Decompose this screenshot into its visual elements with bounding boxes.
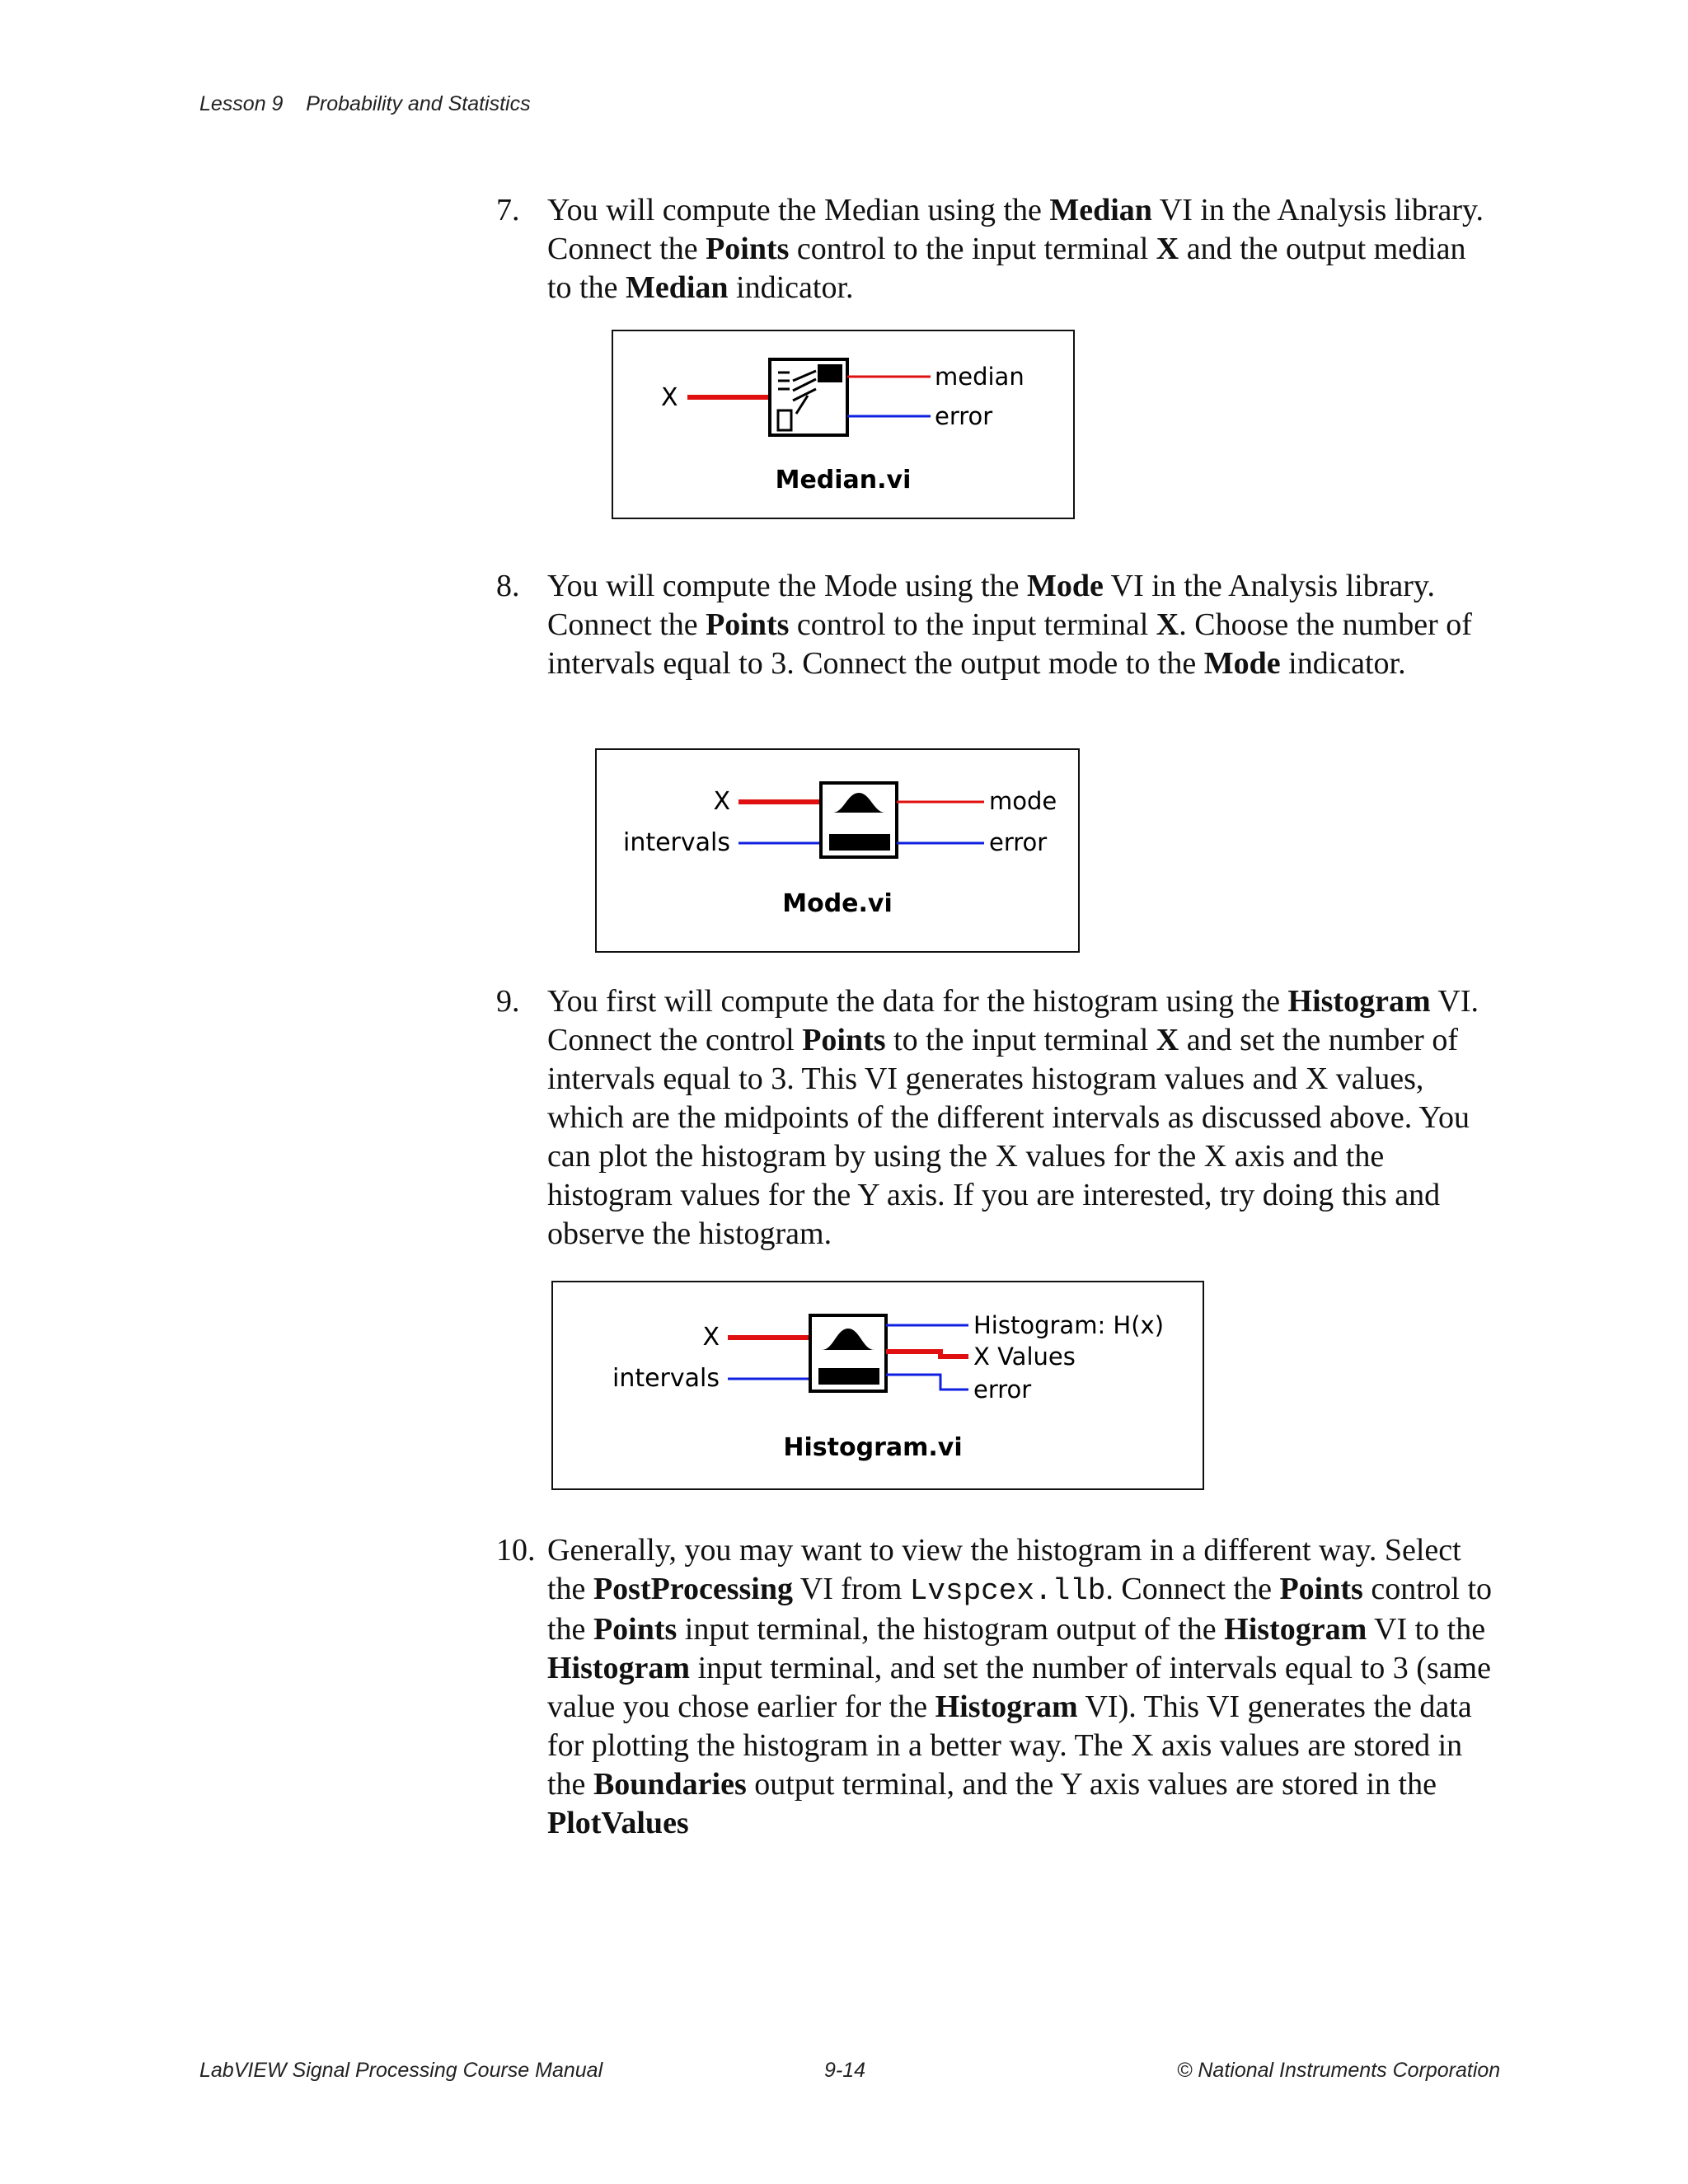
step-number: 9. xyxy=(496,984,520,1019)
histogram-glyph-icon xyxy=(829,834,890,851)
histogram-output-label: Histogram: H(x) xyxy=(973,1311,1165,1339)
mode-vi-figure xyxy=(595,748,1080,953)
step-number: 10. xyxy=(496,1533,536,1568)
error-output-label: error xyxy=(989,828,1048,856)
error-output-label: error xyxy=(935,402,993,430)
step-text: You first will compute the data for the histogram using the Histogram VI. Connect the control Points to the input terminal X and set the number of intervals equal to 3. This VI generates histogram values and X values, which are the midpoints of the different intervals as discussed above. You can plot the histogram by using the X values for the X axis and the histogram values for the Y axis. If you are interested, try doing this and observe the histogram. xyxy=(547,984,1479,1251)
step-number: 7. xyxy=(496,193,520,227)
step-text: You will compute the Median using the Median VI in the Analysis library. Connect the Points control to the input terminal X and the output median to the Median indicator. xyxy=(547,193,1484,305)
step-text: Generally, you may want to view the histogram in a different way. Select the PostProcessing VI from Lvspcex.llb. Connect the Points control to the Points input terminal, the histogram output of the Histogram VI to the Histogram input terminal, and set the number of intervals equal to 3 (same value you chose earlier for the Histogram VI). This VI generates the data for plotting the histogram in a better way. The X axis values are stored in the Boundaries output terminal, and the Y axis values are stored in the PlotValues xyxy=(547,1533,1493,1840)
footer-left: LabVIEW Signal Processing Course Manual xyxy=(199,2059,603,2082)
step-10 xyxy=(496,1531,1493,1843)
intervals-input-label: intervals xyxy=(622,828,730,857)
step-7 xyxy=(496,191,1493,307)
mode-vi-diagram xyxy=(597,750,1078,951)
mode-output-label: mode xyxy=(989,787,1057,815)
median-vi-diagram xyxy=(613,331,1073,518)
median-output-label: median xyxy=(935,363,1025,391)
step-9 xyxy=(496,982,1493,1254)
median-input-x-label: X xyxy=(661,383,678,412)
footer-right: © National Instruments Corporation xyxy=(1177,2059,1501,2082)
library-filename: Lvspcex.llb xyxy=(909,1574,1106,1608)
step-8 xyxy=(496,567,1493,683)
histogram-glyph-icon xyxy=(818,1368,879,1385)
median-vi-figure xyxy=(612,330,1075,519)
error-wire xyxy=(886,1375,968,1390)
x-values-output-label: X Values xyxy=(973,1343,1076,1371)
error-output-label: error xyxy=(973,1376,1032,1404)
hi-glyph-icon xyxy=(818,364,842,382)
intervals-input-label: intervals xyxy=(612,1364,720,1393)
figure-caption: Mode.vi xyxy=(782,889,893,918)
mode-input-x-label: X xyxy=(713,787,730,816)
running-head: Lesson 9 Probability and Statistics xyxy=(199,92,531,115)
step-number: 8. xyxy=(496,569,520,603)
histogram-vi-diagram xyxy=(553,1282,1203,1488)
x-values-wire xyxy=(886,1352,968,1357)
figure-caption: Histogram.vi xyxy=(783,1433,963,1462)
footer-page-number: 9-14 xyxy=(824,2059,866,2082)
figure-caption: Median.vi xyxy=(775,466,912,494)
step-text: You will compute the Mode using the Mode VI in the Analysis library. Connect the Points control to the input terminal X. Choose the number of intervals equal to 3. Connect the output mode to the Mode indicator. xyxy=(547,569,1472,681)
histogram-input-x-label: X xyxy=(702,1323,720,1352)
histogram-vi-figure xyxy=(551,1281,1204,1490)
